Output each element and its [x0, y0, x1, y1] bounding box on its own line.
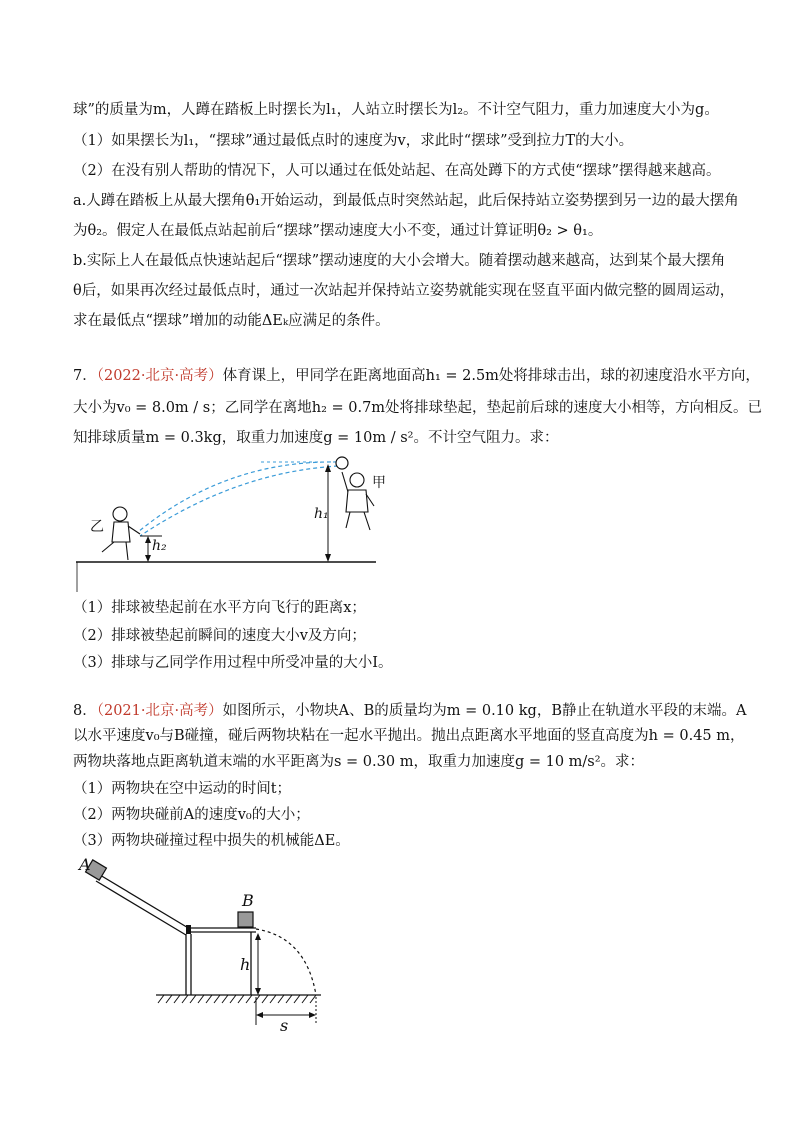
- p8-source-tag: （2021·北京·高考）: [96, 703, 223, 719]
- p7-stem-line-1: [73, 366, 760, 386]
- projectile-path: [256, 929, 316, 995]
- p8-question-3: （3）两物块碰撞过程中损失的机械能ΔE。: [73, 833, 350, 849]
- p7-source-tag: （2022·北京·高考）: [96, 368, 223, 384]
- s-arrow-left-icon: [256, 1012, 263, 1018]
- label-yi: 乙: [90, 519, 104, 535]
- label-h1: h₁: [314, 506, 329, 522]
- h1-arrow-bottom-icon: [325, 554, 331, 562]
- label-block-a: A: [79, 855, 91, 874]
- p8-stem-text-1: 如图所示，小物块A、B的质量均为m = 0.10 kg，B静止在轨道水平段的末端。A: [222, 703, 747, 719]
- p6-part-b-line-3: 求在最低点“摆球”增加的动能ΔEₖ应满足的条件。: [73, 313, 390, 329]
- label-s: s: [280, 1016, 289, 1035]
- p7-volleyball-figure: [76, 452, 396, 602]
- p8-question-2: （2）两物块碰前A的速度v₀的大小；: [73, 807, 310, 823]
- p8-question-1: （1）两物块在空中运动的时间t；: [73, 781, 292, 797]
- p7-number: 7．: [73, 368, 97, 384]
- incline-bottom: [96, 881, 186, 935]
- track-joint-icon: [186, 925, 191, 934]
- h2-arrow-top-icon: [145, 536, 151, 543]
- p8-stem-line-1: [73, 701, 747, 721]
- label-block-b: B: [242, 891, 254, 910]
- incline-top: [100, 875, 190, 929]
- p6-part-a-line-2: 为θ₂。假定人在最低点站起前后“摆球”摆动速度大小不变，通过计算证明θ₂ > θ₁。: [73, 223, 603, 239]
- player-jia-icon: [342, 472, 374, 530]
- block-b-icon: [238, 912, 253, 927]
- p7-question-2: （2）排球被垫起前瞬间的速度大小v及方向；: [73, 628, 366, 644]
- p6-line-1: 球”的质量为m，人蹲在踏板上时摆长为l₁，人站立时摆长为l₂。不计空气阻力，重力加速度大小为g。: [73, 102, 719, 118]
- s-arrow-right-icon: [309, 1012, 316, 1018]
- p7-question-1: （1）排球被垫起前在水平方向飞行的距离x；: [73, 600, 366, 616]
- p8-stem-line-2: 以水平速度v₀与B碰撞，碰后两物块粘在一起水平抛出。抛出点距离水平地面的竖直高度为h = 0.45 m，: [73, 728, 745, 744]
- h1-arrow-top-icon: [325, 464, 331, 472]
- h-arrow-top-icon: [255, 933, 261, 940]
- p8-track-figure: [76, 855, 336, 1035]
- p7-stem-line-2: 大小为v₀ = 8.0m / s；乙同学在离地h₂ = 0.7m处将排球垫起，垫起前后球的速度大小相等，方向相反。已: [73, 400, 763, 416]
- player-yi-icon: [102, 507, 140, 560]
- volleyball-icon: [336, 457, 348, 469]
- h2-arrow-bottom-icon: [145, 555, 151, 562]
- p7-question-3: （3）排球与乙同学作用过程中所受冲量的大小I。: [73, 655, 393, 671]
- p7-stem-line-3: 知排球质量m = 0.3kg，取重力加速度g = 10m / s²。不计空气阻力。求：: [73, 430, 559, 446]
- p6-part-b-line-1: b.实际上人在最低点快速站起后“摆球”摆动速度的大小会增大。随着摆动越来越高，达到某个最大摆角: [73, 253, 726, 269]
- p8-stem-line-3: 两物块落地点距离轨道末端的水平距离为s = 0.30 m，取重力加速度g = 10 m/s²。求：: [73, 754, 645, 770]
- label-h: h: [240, 955, 251, 974]
- p7-stem-text-1: 体育课上，甲同学在距离地面高h₁ = 2.5m处将排球击出，球的初速度沿水平方向，: [222, 368, 760, 384]
- label-h2: h₂: [152, 538, 167, 554]
- trajectory-upper: [138, 462, 338, 532]
- p6-part-a-line-1: a.人蹲在踏板上从最大摆角θ₁开始运动，到最低点时突然站起，此后保持站立姿势摆到另一边的最大摆角: [73, 193, 739, 209]
- ground-hatching: [158, 995, 316, 1003]
- p6-question-2: （2）在没有别人帮助的情况下，人可以通过在低处站起、在高处蹲下的方式使“摆球”摆得越来越高。: [73, 163, 721, 179]
- p8-number: 8．: [73, 703, 97, 719]
- p6-part-b-line-2: θ后，如果再次经过最低点时，通过一次站起并保持站立姿势就能实现在竖直平面内做完整的圆周运动，: [73, 283, 735, 299]
- p6-question-1: （1）如果摆长为l₁，“摆球”通过最低点时的速度为v，求此时“摆球”受到拉力T的大小。: [73, 133, 634, 149]
- h-arrow-bottom-icon: [255, 988, 261, 995]
- label-jia: 甲: [372, 475, 386, 491]
